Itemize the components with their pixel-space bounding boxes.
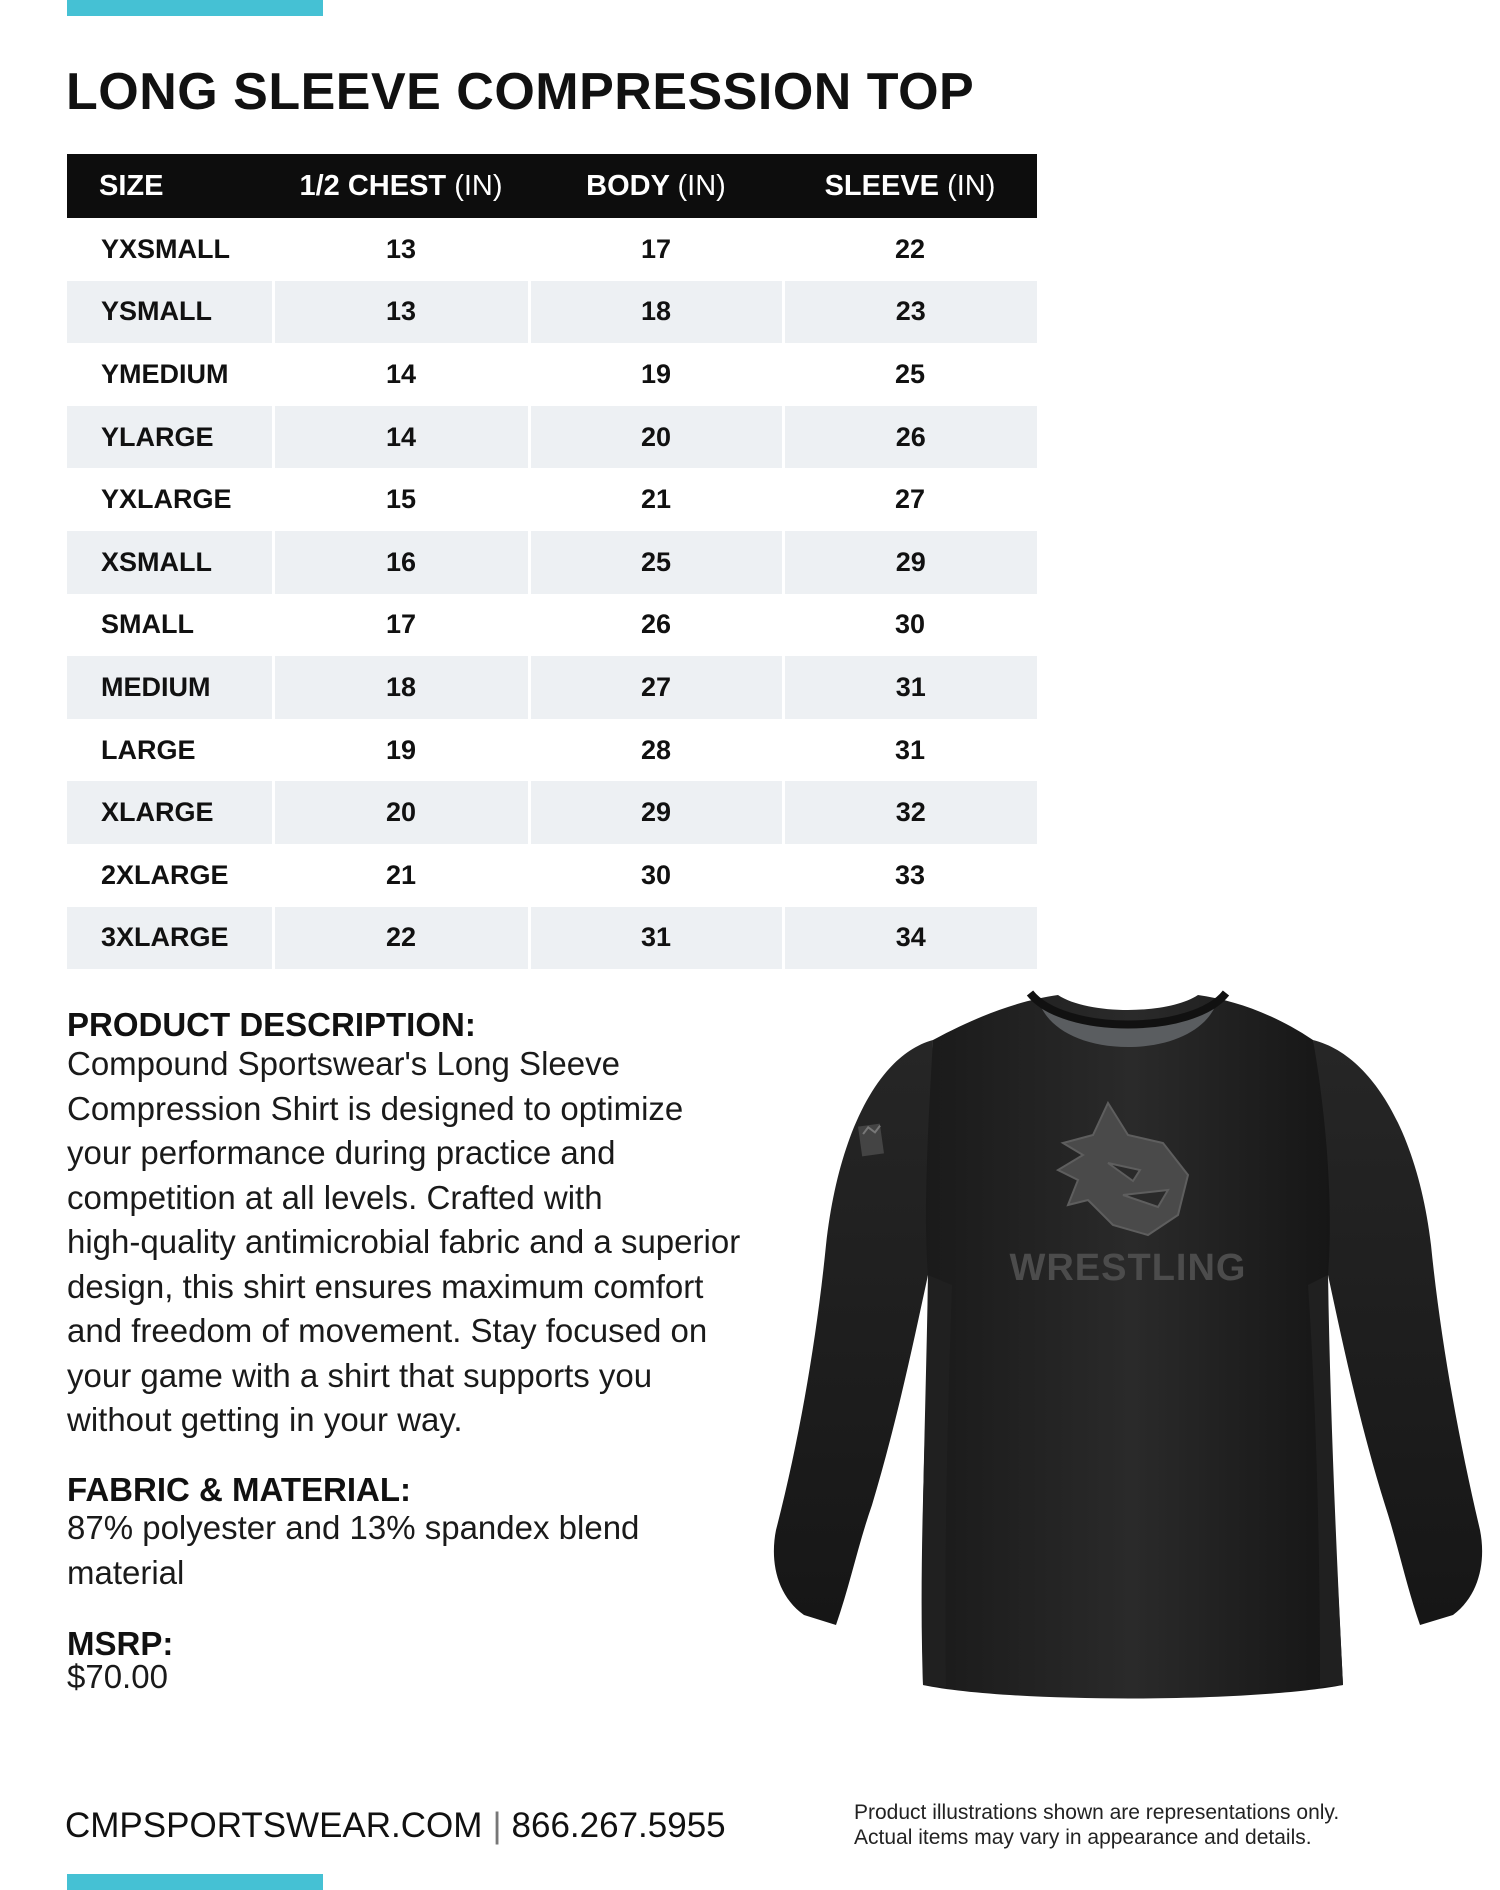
msrp-heading: MSRP: xyxy=(67,1625,174,1662)
chest-cell: 18 xyxy=(273,656,529,719)
body-cell: 29 xyxy=(529,781,783,844)
chest-cell: 21 xyxy=(385,859,417,890)
description-line: Compression Shirt is designed to optimize xyxy=(67,1089,684,1127)
size-cell: YLARGE xyxy=(67,406,273,469)
top-accent-bar xyxy=(67,0,323,16)
chest-cell: 22 xyxy=(273,907,529,970)
chest-cell: 13 xyxy=(273,281,529,344)
sleeve-cell: 33 xyxy=(894,859,926,890)
table-row xyxy=(67,719,1037,782)
sleeve-cell: 27 xyxy=(894,484,926,515)
sleeve-cell: 26 xyxy=(783,406,1037,469)
chest-cell: 16 xyxy=(273,531,529,594)
chest-cell: 13 xyxy=(385,233,417,264)
body-cell: 30 xyxy=(640,859,672,890)
header-size: SIZE xyxy=(99,169,164,202)
chest-cell: 19 xyxy=(385,734,417,765)
body-cell: 19 xyxy=(640,358,672,389)
table-row xyxy=(67,907,1037,970)
shirt-print-text: WRESTLING xyxy=(1009,1247,1247,1289)
description-line: without getting in your way. xyxy=(67,1401,463,1438)
description-line: your game with a shirt that supports you xyxy=(67,1356,653,1394)
disclaimer-line: Actual items may vary in appearance and details. xyxy=(854,1826,1312,1849)
table-row xyxy=(67,781,1037,844)
description-line: your performance during practice and xyxy=(67,1134,616,1171)
body-cell: 26 xyxy=(640,609,672,640)
table-row xyxy=(67,656,1037,719)
body-cell: 31 xyxy=(529,907,783,970)
bottom-accent-bar xyxy=(67,1874,323,1890)
table-row xyxy=(67,594,1037,657)
website-link[interactable]: CMPSPORTSWEAR.COM xyxy=(65,1806,483,1845)
table-header-row xyxy=(67,154,1037,218)
chest-cell: 15 xyxy=(385,484,417,515)
disclaimer-line: Product illustrations shown are representations only. xyxy=(854,1801,1340,1824)
fabric-text xyxy=(67,1506,639,1595)
sleeve-cell: 29 xyxy=(783,531,1037,594)
fabric-line: material xyxy=(67,1553,185,1591)
product-shirt-image xyxy=(768,985,1488,1715)
description-line: and freedom of movement. Stay focused on xyxy=(67,1312,708,1349)
description-text xyxy=(67,1042,740,1443)
size-chart-table xyxy=(67,154,1037,969)
disclaimer-text xyxy=(854,1800,1474,1850)
table-row xyxy=(67,468,1037,531)
body-cell: 21 xyxy=(640,484,672,515)
size-cell: XLARGE xyxy=(67,781,273,844)
body-cell: 17 xyxy=(640,233,672,264)
body-cell: 25 xyxy=(529,531,783,594)
footer-separator: | xyxy=(492,1806,502,1845)
msrp-price: $70.00 xyxy=(67,1658,168,1695)
table-row xyxy=(67,531,1037,594)
body-cell: 20 xyxy=(529,406,783,469)
fabric-line: 87% polyester and 13% spandex blend xyxy=(67,1509,640,1546)
sleeve-cell: 25 xyxy=(894,358,926,389)
body-cell: 18 xyxy=(529,281,783,344)
description-line: competition at all levels. Crafted with xyxy=(67,1178,603,1216)
size-cell: YXLARGE xyxy=(101,484,232,515)
chest-cell: 20 xyxy=(273,781,529,844)
sleeve-cell: 30 xyxy=(894,609,926,640)
size-cell: XSMALL xyxy=(67,531,273,594)
table-row xyxy=(67,281,1037,344)
description-heading: PRODUCT DESCRIPTION: xyxy=(67,1006,476,1043)
size-cell: SMALL xyxy=(101,609,194,640)
size-cell: YSMALL xyxy=(67,281,273,344)
table-row xyxy=(67,218,1037,281)
table-row xyxy=(67,844,1037,907)
footer-contact xyxy=(65,1806,726,1846)
table-row xyxy=(67,343,1037,406)
sleeve-cell: 22 xyxy=(894,233,926,264)
sleeve-cell: 31 xyxy=(894,734,926,765)
sleeve-cell: 31 xyxy=(783,656,1037,719)
phone-number[interactable]: 866.267.5955 xyxy=(511,1806,726,1845)
size-cell: YXSMALL xyxy=(101,233,231,264)
sleeve-cell: 23 xyxy=(783,281,1037,344)
description-line: design, this shirt ensures maximum comfort xyxy=(67,1267,704,1305)
chest-cell: 14 xyxy=(273,406,529,469)
header-body: BODY (IN) xyxy=(586,169,726,202)
description-line: high-quality antimicrobial fabric and a superior xyxy=(67,1223,741,1260)
header-sleeve: SLEEVE (IN) xyxy=(824,169,996,202)
chest-cell: 17 xyxy=(385,609,417,640)
size-cell: MEDIUM xyxy=(67,656,273,719)
sleeve-cell: 32 xyxy=(783,781,1037,844)
description-line: Compound Sportswear's Long Sleeve xyxy=(67,1045,620,1082)
table-row xyxy=(67,406,1037,469)
size-cell: YMEDIUM xyxy=(101,358,229,389)
body-cell: 27 xyxy=(529,656,783,719)
sleeve-cell: 34 xyxy=(783,907,1037,970)
fabric-heading: FABRIC & MATERIAL: xyxy=(67,1471,412,1508)
chest-cell: 14 xyxy=(385,358,417,389)
size-cell: LARGE xyxy=(101,734,196,765)
size-cell: 3XLARGE xyxy=(67,907,273,970)
body-cell: 28 xyxy=(640,734,672,765)
header-chest: 1/2 CHEST (IN) xyxy=(299,169,503,202)
page-title: LONG SLEEVE COMPRESSION TOP xyxy=(66,63,975,121)
flag-icon xyxy=(858,1124,884,1157)
size-cell: 2XLARGE xyxy=(101,859,229,890)
